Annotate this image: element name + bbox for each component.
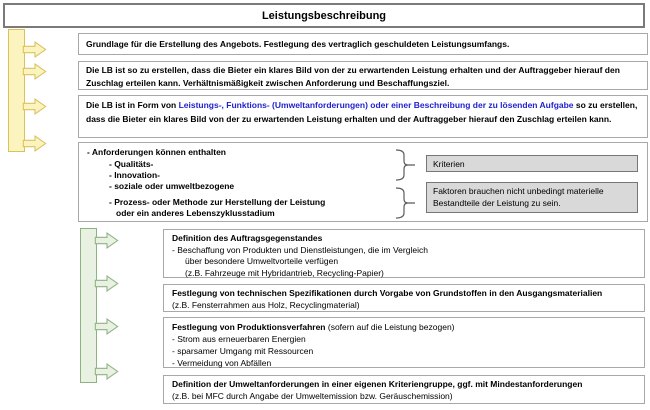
box-heading-bold: Festlegung von Produktionsverfahren xyxy=(172,322,326,332)
box-line: (z.B. Fahrzeuge mit Hybridantrieb, Recycling-Papier) xyxy=(185,267,384,278)
box-line: - Strom aus erneuerbaren Energien xyxy=(172,334,306,344)
produktionsverfahren-box xyxy=(163,317,645,368)
green-connector-bar xyxy=(80,228,97,383)
requirement-item: - Prozess- oder Methode zur Herstellung der Leistung xyxy=(109,197,326,207)
box-heading: Definition des Auftragsgegenstandes xyxy=(172,233,323,243)
yellow-arrow-icon xyxy=(23,98,47,115)
requirements-box xyxy=(78,142,648,222)
box-line: - Beschaffung von Produkten und Dienstleistungen, die im Vergleich xyxy=(172,244,428,255)
yellow-arrow-icon xyxy=(23,41,47,58)
requirement-item-continuation: oder ein anderes Lebenszyklusstadium xyxy=(116,208,275,218)
requirement-item: - soziale oder umweltbezogene xyxy=(109,181,235,191)
box-line: (z.B. bei MFC durch Angabe der Umweltemission bzw. Geräuschemission) xyxy=(172,390,453,401)
curly-brace-icon xyxy=(394,187,416,219)
green-arrow-icon xyxy=(95,232,119,249)
box-line: - sparsamer Umgang mit Ressourcen xyxy=(172,346,314,356)
technische-spezifikationen-box xyxy=(163,284,645,312)
statement-box-grundlage xyxy=(78,33,648,55)
note-text: Kriterien xyxy=(433,158,465,169)
box-line: über besondere Umweltvorteile verfügen xyxy=(185,256,339,266)
requirements-heading: - Anforderungen können enthalten xyxy=(87,147,226,157)
umweltanforderungen-box xyxy=(163,375,645,404)
statement-box-klares-bild xyxy=(78,61,648,90)
statement-text xyxy=(86,98,641,126)
statement-text: Die LB ist so zu erstellen, dass die Bieter ein klares Bild von der zu erwartenden Leistung erhalten und der Auftraggeber hierauf den Zuschlag erteilen kann. Verhältnismäßigkeit zwischen Anforderung und Beschaffungsziel. xyxy=(86,65,620,88)
yellow-arrow-icon xyxy=(23,135,47,152)
note-faktoren xyxy=(426,182,638,213)
box-heading: Festlegung von technischen Spezifikationen durch Vorgabe von Grundstoffen in den Ausgangsmaterialien xyxy=(172,288,603,298)
box-heading xyxy=(172,321,638,333)
text-after-highlight: so zu erstellen, dass die Bieter ein klares Bild von der zu erwartenden Leistung erhalten und der Auftraggeber hierauf den Zuschlag erteilen kann. xyxy=(86,100,638,124)
highlighted-text: Leistungs-, Funktions- (Umweltanforderungen) oder einer Beschreibung der zu lösenden Aufgabe xyxy=(178,100,574,110)
definition-auftragsgegenstand-box xyxy=(163,229,645,278)
curly-brace-icon xyxy=(394,149,416,181)
green-arrow-icon xyxy=(95,275,119,292)
green-arrow-icon xyxy=(95,318,119,335)
page-title: Leistungsbeschreibung xyxy=(261,9,387,22)
yellow-arrow-icon xyxy=(23,63,47,80)
note-kriterien xyxy=(426,155,638,172)
box-heading: Definition der Umweltanforderungen in einer eigenen Kriteriengruppe, ggf. mit Mindestanforderungen xyxy=(172,379,583,389)
box-line: - Vermeidung von Abfällen xyxy=(172,358,272,368)
requirement-item: - Innovation- xyxy=(109,170,160,180)
note-text: Faktoren brauchen nicht unbedingt materielle Bestandteile der Leistung zu sein. xyxy=(433,186,604,208)
requirement-item: - Qualitäts- xyxy=(109,159,154,169)
box-heading-suffix: (sofern auf die Leistung bezogen) xyxy=(325,322,455,332)
title-box xyxy=(3,3,645,28)
statement-text: Grundlage für die Erstellung des Angebots. Festlegung des vertraglich geschuldeten Leistungsumfangs. xyxy=(86,39,510,49)
box-line: (z.B. Fensterrahmen aus Holz, Recyclingmaterial) xyxy=(172,299,360,310)
text-before-highlight: Die LB ist in Form von xyxy=(86,100,179,110)
statement-box-lb-form xyxy=(78,95,648,138)
green-arrow-icon xyxy=(95,363,119,380)
